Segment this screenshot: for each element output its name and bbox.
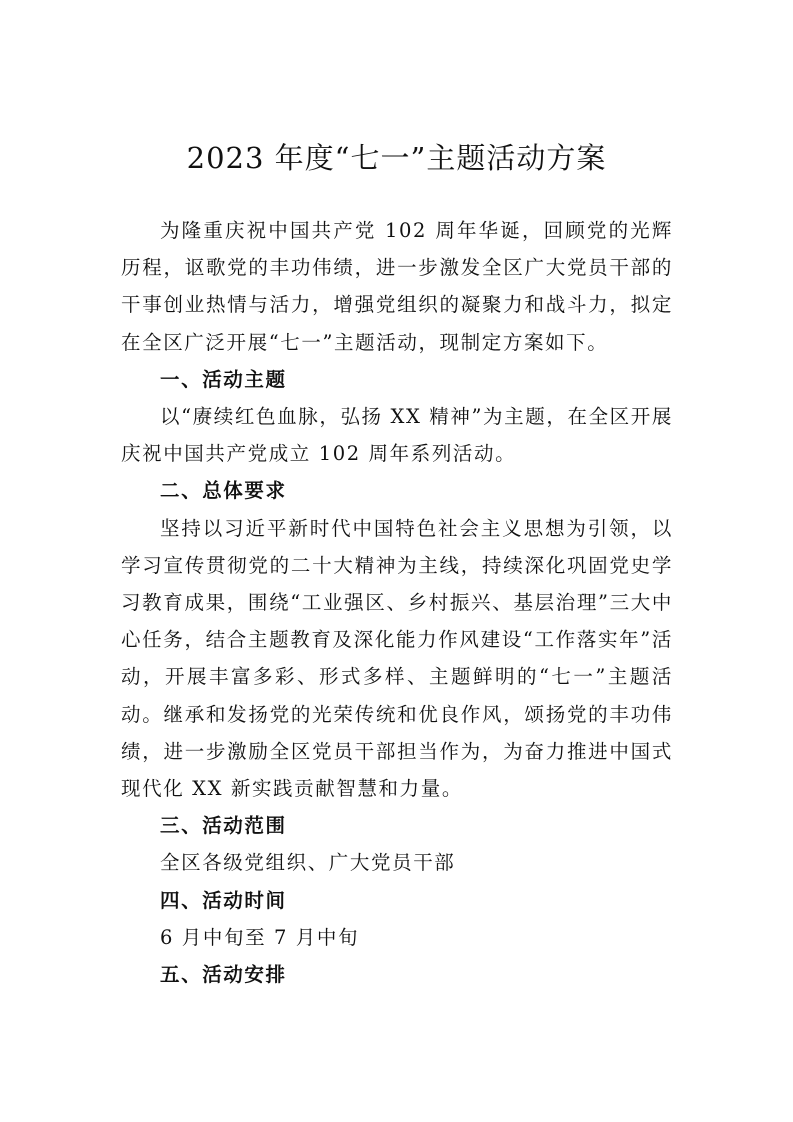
section-text-requirements: 坚持以习近平新时代中国特色社会主义思想为引领，以学习宣传贯彻党的二十大精神为主线，持续深化巩固党史学习教育成果，围绕“工业强区、乡村振兴、基层治理”三大中心任务，结合主题教育及深化能力作风建设“工作落实年”活动，开展丰富多彩、形式多样、主题鲜明的“七一”主题活动。继承和发扬党的光荣传统和优良作风，颂扬党的丰功伟绩，进一步激励全区党员干部担当作为，为奋力推进中国式现代化 XX 新实践贡献智慧和力量。 [121, 516, 673, 801]
intro-paragraph: 为隆重庆祝中国共产党 102 周年华诞，回顾党的光辉历程，讴歌党的丰功伟绩，进一步激发全区广大党员干部的干事创业热情与活力，增强党组织的凝聚力和战斗力，拟定在全区广泛开展“七一”主题活动，现制定方案如下。 [121, 219, 673, 354]
document-body [121, 212, 673, 993]
section-heading-requirements: 二、总体要求 [160, 479, 287, 503]
section-text-time: 6 月中旬至 7 月中旬 [160, 925, 360, 949]
section-heading-theme: 一、活动主题 [160, 367, 287, 391]
section-text-theme: 以“赓续红色血脉，弘扬 XX 精神”为主题，在全区开展庆祝中国共产党成立 102 周年系列活动。 [121, 405, 673, 466]
document-title: 2023 年度“七一”主题活动方案 [186, 141, 607, 175]
section-heading-time: 四、活动时间 [160, 888, 287, 912]
section-text-scope: 全区各级党组织、广大党员干部 [160, 851, 456, 875]
section-heading-scope: 三、活动范围 [160, 814, 287, 838]
section-heading-arrangement: 五、活动安排 [160, 963, 287, 987]
